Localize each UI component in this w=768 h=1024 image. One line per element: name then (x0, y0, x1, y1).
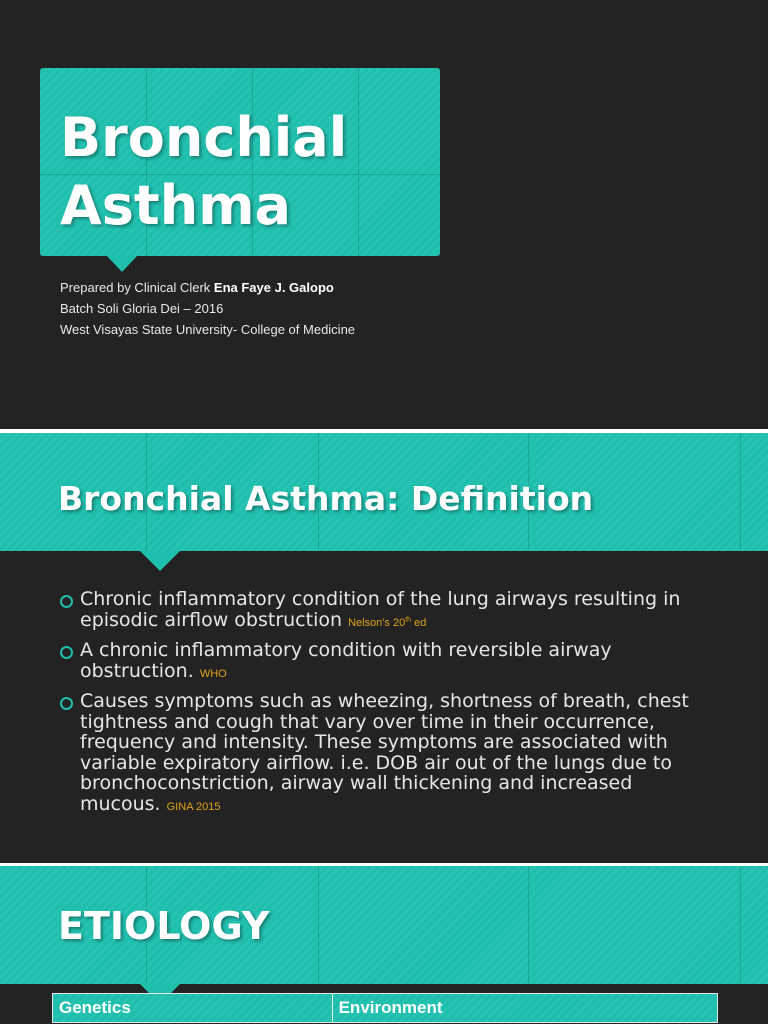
bullet-item (58, 589, 698, 633)
batch-line: Batch Soli Gloria Dei – 2016 (60, 301, 224, 316)
presentation-title (60, 104, 430, 240)
header-cell-genetics: Genetics (53, 994, 333, 1023)
institution-line: West Visayas State University- College of Medicine (60, 322, 356, 337)
definition-bullets (58, 589, 698, 824)
bullet-item (58, 691, 698, 817)
etiology-title: ETIOLOGY (58, 904, 270, 948)
author-name: Ena Faye J. Galopo (213, 280, 334, 295)
etiology-slide (0, 866, 768, 1024)
bullet-text: A chronic inflammatory condition with reversible airway obstruction. (80, 639, 612, 682)
hollow-circle-bullet-icon (60, 646, 73, 659)
bullet-text: Chronic inflammatory condition of the lung airways resulting in episodic airflow obstruction (80, 588, 681, 631)
prepared-by (60, 280, 334, 295)
title-line-2: Asthma (60, 174, 291, 237)
title-box (40, 68, 440, 256)
title-pointer (106, 255, 138, 272)
header-cell-environment: Environment (332, 994, 717, 1023)
citation: GINA 2015 (166, 800, 221, 813)
etiology-table (52, 993, 718, 1023)
title-line-1: Bronchial (60, 106, 348, 169)
hollow-circle-bullet-icon (60, 595, 73, 608)
definition-slide (0, 433, 768, 863)
title-slide (0, 0, 768, 429)
citation: WHO (199, 667, 227, 680)
header-pointer (140, 551, 180, 571)
prepared-by-prefix: Prepared by Clinical Clerk (60, 280, 214, 295)
bullet-item (58, 640, 698, 684)
definition-title: Bronchial Asthma: Definition (58, 479, 594, 518)
bullet-text: Causes symptoms such as wheezing, shortness of breath, chest tightness and cough that vary over time in their occurrence, frequency and intensity. These symptoms are associated with variable expiratory airflow. i.e. DOB air out of the lungs due to bronchoconstriction, airway wall thickening and increased mucous. (80, 690, 689, 815)
table-header-row (53, 994, 718, 1023)
hollow-circle-bullet-icon (60, 697, 73, 710)
citation: Nelson's 20th ed (348, 615, 427, 629)
